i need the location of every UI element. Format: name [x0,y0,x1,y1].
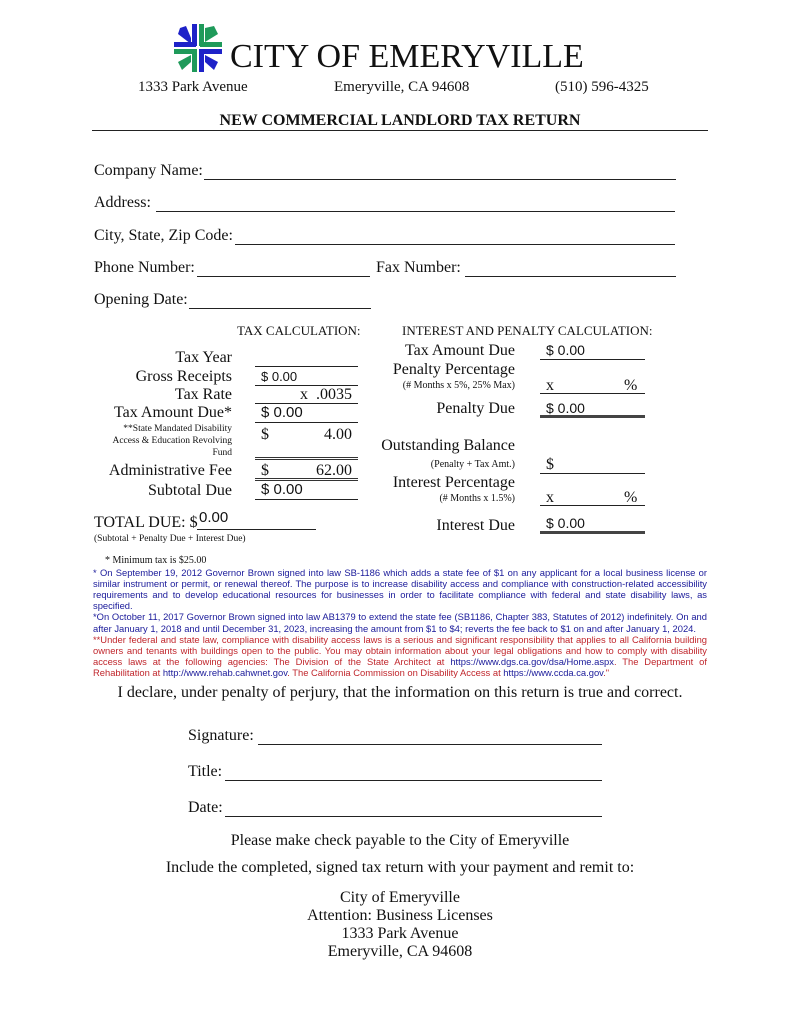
sb1186-note: * On September 19, 2012 Governor Brown signed into law SB-1186 which adds a state fee of $1 on any applicant for a local business license or similar instrument or permit, or renewal thereof. The purpose is to increase disability access and compliance with construction-related accessibility requirements and to develop educational resources for businesses in order to facilitate compliance with federal and state disability laws, as specified. [93,566,707,612]
phone-label: Phone Number: [94,259,195,276]
form-title: NEW COMMERCIAL LANDLORD TAX RETURN [219,112,581,129]
interest-heading: INTEREST AND PENALTY CALCULATION: [402,323,653,338]
address-field[interactable] [156,211,675,212]
state-fee-label: **State Mandated Disability Access & Education Revolving Fund [112,424,232,458]
phone: (510) 596-4325 [555,79,649,95]
gross-label: Gross Receipts [135,368,232,385]
interest-due-label: Interest Due [436,517,515,534]
city-field[interactable] [235,244,675,245]
interest-pct-label: Interest Percentage [392,474,515,491]
opening-field[interactable] [189,308,371,309]
int-tax-field[interactable]: $ 0.00 [546,342,585,358]
divider [92,130,708,131]
street: 1333 Park Avenue [138,79,248,95]
admin-currency: $ [261,462,269,479]
ab1379-note: *On October 11, 2017 Governor Brown signed into law AB1379 to extend the state fee (SB1186, Chapter 383, Statutes of 2012) indefinitely. On and after January 1, 2018 and until December 31, 2023, increasing the amount from $1 to $4; reverts the fee back to $1 on and after January 1, 2024. [93,611,707,634]
outstanding-note: (Penalty + Tax Amt.) [430,459,515,470]
rate-value: x .0035 [300,386,352,403]
penalty-pct-note: (# Months x 5%, 25% Max) [402,380,515,391]
admin-value: 62.00 [316,462,352,479]
fax-label: Fax Number: [376,259,461,276]
signature-field[interactable] [258,744,602,745]
fax-field[interactable] [465,276,676,277]
penalty-due-label: Penalty Due [436,400,515,417]
minimum-tax-note: * Minimum tax is $25.00 [105,555,207,566]
outstanding-label: Outstanding Balance [381,437,515,454]
remit-line: Emeryville, CA 94608 [327,943,473,960]
title-label: Title: [188,763,223,780]
state-fee-value: 4.00 [324,426,352,443]
address-label: Address: [94,194,151,211]
outstanding-currency: $ [546,456,554,473]
total-field[interactable]: 0.00 [199,509,229,526]
interest-due-field[interactable]: $ 0.00 [546,515,585,531]
rate-label: Tax Rate [174,386,232,403]
footnotes [93,555,707,679]
remit-line: City of Emeryville [340,889,460,906]
admin-label: Administrative Fee [108,462,232,479]
underline [255,422,358,423]
interest-pct-note: (# Months x 1.5%) [439,493,515,504]
include-text: Include the completed, signed tax return with your payment and remit to: [165,859,635,876]
rehab-link[interactable]: http://www.rehab.cahwnet.gov [162,667,288,679]
penalty-due-field[interactable]: $ 0.00 [546,400,585,416]
underline [540,531,645,534]
payable-text: Please make check payable to the City of Emeryville [230,832,570,849]
underline [197,529,316,530]
remit-line: Attention: Business Licenses [307,907,493,924]
gross-field[interactable]: $ 0.00 [261,369,298,384]
city-logo [174,24,222,72]
opening-label: Opening Date: [94,291,188,308]
underline [540,359,645,360]
remit-line: 1333 Park Avenue [341,925,459,942]
interest-pct-sign: % [624,489,638,506]
ccda-link[interactable]: https://www.ccda.ca.gov [503,667,604,679]
tax-amount-label: Tax Amount Due* [114,404,232,421]
city-state: Emeryville, CA 94608 [334,79,470,95]
total-note: (Subtotal + Penalty Due + Interest Due) [94,534,246,544]
subtotal-label: Subtotal Due [148,482,232,499]
underline [255,457,358,460]
interest-pct-field[interactable] [540,505,645,506]
underline [255,499,358,500]
company-field[interactable] [204,179,676,180]
int-tax-label: Tax Amount Due [405,342,515,359]
tax-heading: TAX CALCULATION: [237,323,361,338]
phone-field[interactable] [197,276,370,277]
total-label: TOTAL DUE: $ [94,514,198,531]
underline [540,415,645,418]
penalty-x: x [546,377,554,394]
disability-law-note: **Under federal and state law, compliance with disability access laws is a serious and significant responsibility that applies to all California building owners and tenants with buildings open to the public. You may obtain information about your legal obligations and how to comply with disability access laws at the following agencies: The Division of the State Architect at https://www.dgs.ca.gov/dsa/Home.aspx. The Department of Rehabilitation at http://www.rehab.cahwnet.gov. The California Commission on Disability Access at https://www.ccda.ca.gov." [93,633,708,679]
city-label: City, State, Zip Code: [94,227,233,244]
company-label: Company Name: [94,162,203,179]
subtotal-field[interactable]: $ 0.00 [261,481,303,498]
title-field[interactable] [225,780,602,781]
date-label: Date: [188,799,223,816]
dgs-link[interactable]: https://www.dgs.ca.gov/dsa/Home.aspx [450,656,614,668]
declaration: I declare, under penalty of perjury, that the information on this return is true and correct. [117,684,683,701]
date-field[interactable] [225,816,602,817]
state-fee-currency: $ [261,426,269,443]
tax-year-label: Tax Year [175,349,232,366]
penalty-pct-label: Penalty Percentage [392,361,515,378]
penalty-pct-field[interactable] [540,393,645,394]
tax-amount-field[interactable]: $ 0.00 [261,404,303,421]
outstanding-field[interactable] [540,473,645,474]
signature-label: Signature: [188,727,254,744]
city-name: CITY OF EMERYVILLE [230,38,584,75]
interest-x: x [546,489,554,506]
penalty-pct-sign: % [624,377,638,394]
tax-year-field[interactable] [255,366,358,367]
